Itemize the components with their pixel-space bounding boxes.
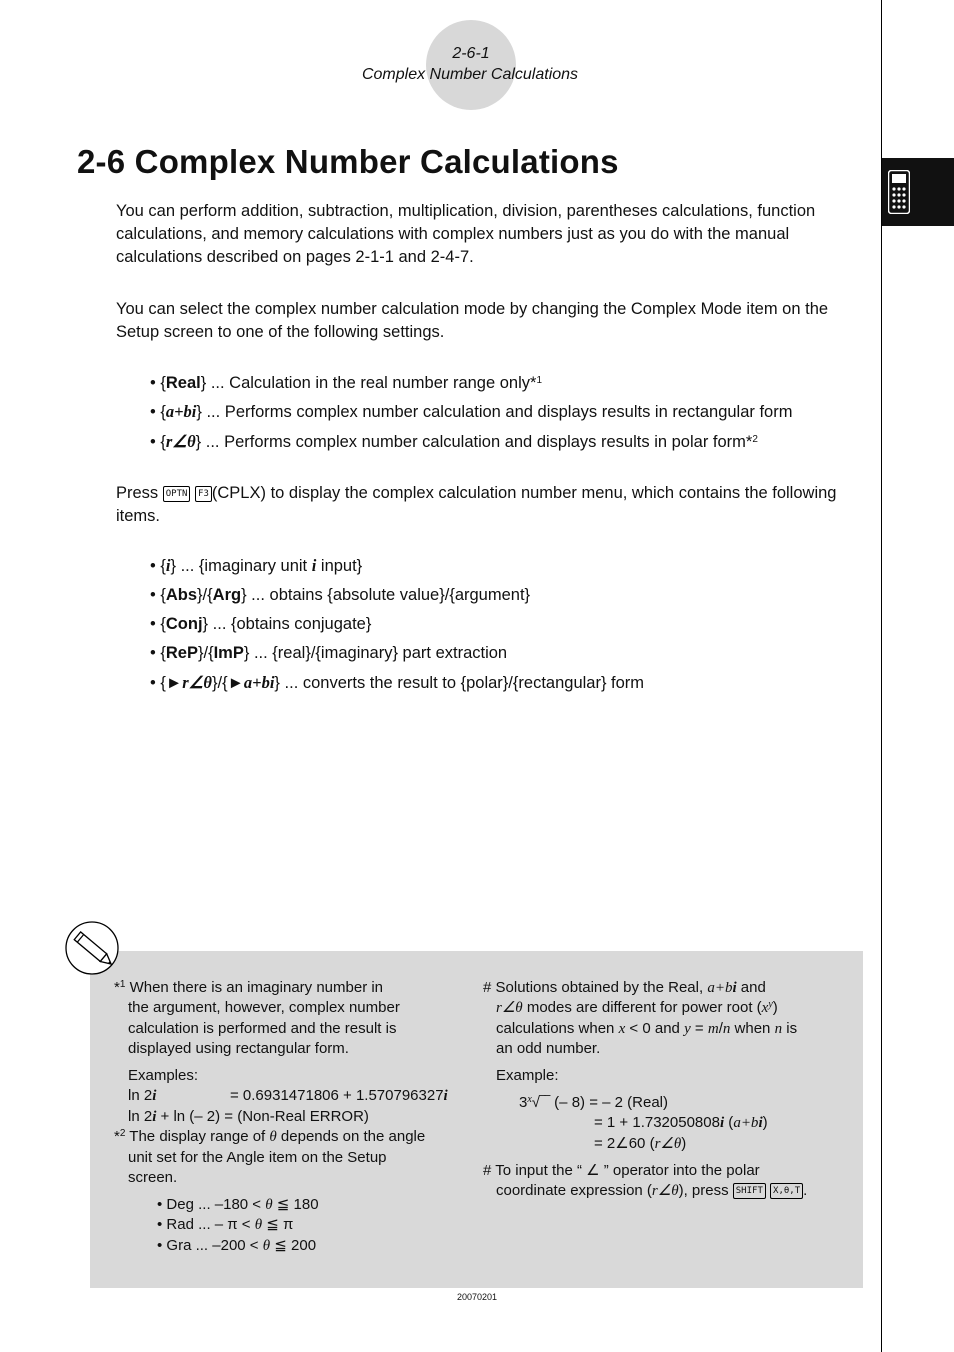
root-example-line-2: = 1 + 1.732050808i (a+bi) xyxy=(594,1114,768,1131)
note-1: *$^1$ When there is an imaginary number in xyxy=(114,979,384,996)
hint-1-line: calculations when x < 0 and y = m/n when n is xyxy=(496,1020,798,1037)
x-theta-t-key-icon: X,θ,T xyxy=(770,1183,803,1199)
note-2: *$^2$ The display range of θ depends on the angle xyxy=(114,1128,426,1145)
note-1-line: displayed using rectangular form. xyxy=(128,1040,349,1057)
menu-item-convert: • {►r∠θ}/{►a+bi} ... converts the result to {polar}/{rectangular} form xyxy=(150,673,645,692)
header-circle xyxy=(426,20,516,110)
running-header: Complex Number Calculations xyxy=(361,66,579,83)
hint-1-line: r∠θ modes are different for power root $(x^y)$ xyxy=(496,999,778,1016)
pencil-note-icon xyxy=(63,921,121,975)
example-2: ln 2i + ln (– 2) = (Non-Real ERROR) xyxy=(128,1108,369,1125)
mode-item-polar: • {r∠θ} ... Performs complex number calculation and displays results in polar form*$^2$ xyxy=(150,432,758,451)
footer-date-code: 20070201 xyxy=(456,1292,498,1302)
note-1-line: calculation is performed and the result is xyxy=(128,1020,397,1037)
page-title: 2-6 Complex Number Calculations xyxy=(77,143,619,180)
press-paragraph: Press OPTN F3 (CPLX) to display the complex calculation number menu, which contains the following items. xyxy=(116,484,837,525)
page-number: 2-6-1 xyxy=(452,45,490,62)
mode-paragraph: You can select the complex number calculation mode by changing the Complex Mode item on the Setup screen to one of the following settings. xyxy=(116,300,829,341)
hint-2-line: coordinate expression (r∠θ), press SHIFT X,θ,T . xyxy=(496,1182,808,1199)
hint-1: # Solutions obtained by the Real, a+bi and xyxy=(483,979,766,996)
f3-key-icon: F3 xyxy=(195,486,212,502)
shift-key-icon: SHIFT xyxy=(733,1183,766,1199)
note-2-line: unit set for the Angle item on the Setup xyxy=(128,1149,387,1166)
root-example-line-3: = 2∠60 (r∠θ) xyxy=(594,1135,687,1152)
menu-item-abs-arg: • {Abs}/{Arg} ... obtains {absolute value}/{argument} xyxy=(150,586,531,604)
hint-1-line: an odd number. xyxy=(496,1040,601,1057)
optn-key-icon: OPTN xyxy=(163,486,191,502)
example-1-result: = 0.6931471806 + 1.570796327i xyxy=(230,1087,448,1104)
hint-2: # To input the “ ∠ ” operator into the polar xyxy=(483,1162,760,1179)
mode-item-real: • {Real} ... Calculation in the real number range only*$^1$ xyxy=(150,374,542,392)
menu-item-rep-imp: • {ReP}/{ImP} ... {real}/{imaginary} part extraction xyxy=(150,644,508,662)
root-example-line-1: 3$^x$√‾‾ (– 8) = – 2 (Real) xyxy=(519,1094,668,1111)
calculator-icon xyxy=(888,170,910,214)
menu-item-conj: • {Conj} ... {obtains conjugate} xyxy=(150,615,372,633)
mode-item-abi: • {a+bi} ... Performs complex number calculation and displays results in rectangular form xyxy=(150,402,793,421)
note-1-line: the argument, however, complex number xyxy=(128,999,400,1016)
example-1-input: ln 2i xyxy=(128,1087,157,1104)
range-deg: • Deg ... –180 < θ ≦ 180 xyxy=(157,1196,319,1213)
range-gra: • Gra ... –200 < θ ≦ 200 xyxy=(157,1237,317,1254)
menu-item-i: • {i} ... {imaginary unit i input} xyxy=(150,556,363,575)
example-label: Example: xyxy=(496,1067,559,1084)
note-2-line: screen. xyxy=(128,1169,178,1186)
intro-paragraph: You can perform addition, subtraction, multiplication, division, parentheses calculations, function calculations, and memory calculations with complex numbers just as you do with the manual calculations described on pages 2-1-1 and 2-4-7. xyxy=(116,202,816,266)
examples-label: Examples: xyxy=(128,1067,199,1084)
range-rad: • Rad ... – π < θ ≦ π xyxy=(157,1216,294,1233)
